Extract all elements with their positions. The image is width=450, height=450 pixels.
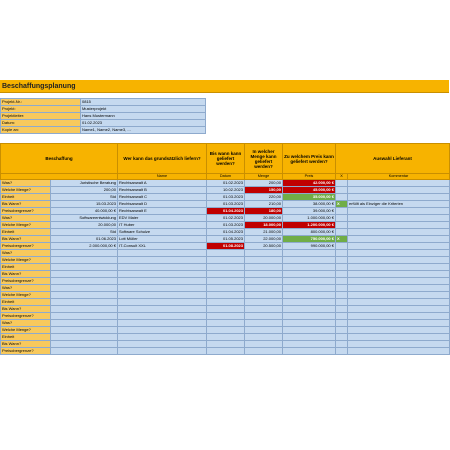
supplier-name-cell[interactable] [118, 313, 207, 320]
info-row [1, 106, 206, 113]
selection-mark-cell[interactable] [336, 278, 348, 285]
comment-cell[interactable] [348, 229, 450, 236]
criteria-label-cell: Bis Wann? [1, 271, 51, 278]
comment-cell[interactable] [348, 348, 450, 355]
price-cell[interactable] [283, 348, 336, 355]
info-value[interactable]: 01.02.2023 [81, 120, 206, 127]
table-row [1, 180, 450, 187]
comment-cell[interactable] [348, 236, 450, 243]
selection-mark-cell[interactable] [336, 271, 348, 278]
selection-mark-cell[interactable] [336, 341, 348, 348]
criteria-label-cell: Preisobergrenze? [1, 348, 51, 355]
supplier-name-cell[interactable]: EDV Maier [118, 215, 207, 222]
selection-mark-cell[interactable] [336, 348, 348, 355]
selection-mark-cell[interactable]: X [336, 201, 348, 208]
delivery-date-cell[interactable]: 01.03.2023 [207, 201, 245, 208]
selection-mark-cell[interactable] [336, 320, 348, 327]
quantity-cell[interactable] [245, 278, 283, 285]
criteria-label-cell: Was? [1, 320, 51, 327]
comment-cell[interactable] [348, 264, 450, 271]
comment-cell[interactable] [348, 180, 450, 187]
price-cell[interactable]: 39.000,00 € [283, 208, 336, 215]
delivery-date-cell[interactable] [207, 250, 245, 257]
info-label: Projekt: [1, 106, 81, 113]
criteria-label-cell: Einheit [1, 194, 51, 201]
quantity-cell[interactable]: 18.000,00 [245, 222, 283, 229]
selection-mark-cell[interactable] [336, 257, 348, 264]
delivery-date-cell[interactable] [207, 320, 245, 327]
info-value[interactable]: Hans Mustermann [81, 113, 206, 120]
quantity-cell[interactable] [245, 320, 283, 327]
table-row [1, 327, 450, 334]
delivery-date-cell[interactable] [207, 285, 245, 292]
table-row [1, 285, 450, 292]
supplier-name-cell[interactable] [118, 334, 207, 341]
comment-cell[interactable] [348, 243, 450, 250]
table-row [1, 278, 450, 285]
table-row [1, 243, 450, 250]
header-quantity: In welcher Menge kann geliefert werden? [245, 144, 283, 174]
criteria-value-cell[interactable]: 200,00 [51, 187, 118, 194]
delivery-date-cell[interactable]: 01.03.2023 [207, 194, 245, 201]
selection-mark-cell[interactable] [336, 327, 348, 334]
info-row [1, 127, 206, 134]
info-label: Kopie an: [1, 127, 81, 134]
supplier-name-cell[interactable] [118, 299, 207, 306]
supplier-name-cell[interactable]: IT Huber [118, 222, 207, 229]
selection-mark-cell[interactable] [336, 292, 348, 299]
table-row [1, 208, 450, 215]
table-row [1, 250, 450, 257]
selection-mark-cell[interactable] [336, 285, 348, 292]
table-row [1, 341, 450, 348]
criteria-value-cell[interactable]: 2.000.000,00 € [51, 243, 118, 250]
criteria-label-cell: Bis Wann? [1, 236, 51, 243]
criteria-label-cell: Bis Wann? [1, 306, 51, 313]
criteria-value-cell[interactable]: 01.06.2023 [51, 236, 118, 243]
quantity-cell[interactable] [245, 327, 283, 334]
criteria-value-cell[interactable] [51, 278, 118, 285]
delivery-date-cell[interactable]: 10.02.2023 [207, 187, 245, 194]
selection-mark-cell[interactable] [336, 222, 348, 229]
comment-cell[interactable] [348, 285, 450, 292]
criteria-label-cell: Was? [1, 180, 51, 187]
price-cell[interactable] [283, 292, 336, 299]
comment-cell[interactable] [348, 292, 450, 299]
table-row [1, 348, 450, 355]
info-label: Projektleiter: [1, 113, 81, 120]
criteria-label-cell: Welche Menge? [1, 222, 51, 229]
quantity-cell[interactable]: 20.500,00 [245, 243, 283, 250]
criteria-value-cell[interactable]: 40.000,00 € [51, 208, 118, 215]
criteria-value-cell[interactable]: 20.000,00 [51, 222, 118, 229]
comment-cell[interactable] [348, 257, 450, 264]
supplier-name-cell[interactable]: Rechtsanwalt E [118, 208, 207, 215]
quantity-cell[interactable] [245, 299, 283, 306]
price-cell[interactable] [283, 271, 336, 278]
table-row [1, 292, 450, 299]
quantity-cell[interactable] [245, 250, 283, 257]
price-cell[interactable] [283, 285, 336, 292]
selection-mark-cell[interactable] [336, 215, 348, 222]
quantity-cell[interactable] [245, 285, 283, 292]
criteria-value-cell[interactable] [51, 257, 118, 264]
table-row [1, 257, 450, 264]
price-cell[interactable]: 45.000,00 € [283, 187, 336, 194]
criteria-label-cell: Einheit [1, 299, 51, 306]
criteria-value-cell[interactable]: Softwareentwicklung [51, 215, 118, 222]
price-cell[interactable] [283, 257, 336, 264]
comment-cell[interactable] [348, 278, 450, 285]
criteria-value-cell[interactable]: Std [51, 229, 118, 236]
subheader-date: Datum [207, 174, 245, 180]
delivery-date-cell[interactable]: 01.05.2023 [207, 236, 245, 243]
table-row [1, 299, 450, 306]
header-price: Zu welchem Preis kann geliefert werden? [283, 144, 336, 174]
supplier-name-cell[interactable]: Rechtsanwalt A [118, 180, 207, 187]
info-row [1, 120, 206, 127]
supplier-name-cell[interactable] [118, 327, 207, 334]
comment-cell[interactable] [348, 222, 450, 229]
quantity-cell[interactable] [245, 348, 283, 355]
price-cell[interactable] [283, 327, 336, 334]
table-row [1, 201, 450, 208]
criteria-value-cell[interactable]: Juristische Beratung [51, 180, 118, 187]
delivery-date-cell[interactable] [207, 306, 245, 313]
criteria-value-cell[interactable] [51, 285, 118, 292]
criteria-label-cell: Einheit [1, 334, 51, 341]
criteria-value-cell[interactable] [51, 292, 118, 299]
quantity-cell[interactable]: 200,00 [245, 180, 283, 187]
price-cell[interactable]: 35.000,00 € [283, 194, 336, 201]
criteria-value-cell[interactable] [51, 306, 118, 313]
selection-mark-cell[interactable] [336, 264, 348, 271]
supplier-name-cell[interactable]: Rechtsanwalt C [118, 194, 207, 201]
supplier-name-cell[interactable] [118, 292, 207, 299]
selection-mark-cell[interactable] [336, 194, 348, 201]
header-delivery-date: Bis wann kann geliefert werden? [207, 144, 245, 174]
info-value[interactable]: Name1, Name2, Name3, ... [81, 127, 206, 134]
price-cell[interactable] [283, 278, 336, 285]
selection-mark-cell[interactable] [336, 299, 348, 306]
criteria-label-cell: Was? [1, 215, 51, 222]
selection-mark-cell[interactable]: X [336, 236, 348, 243]
criteria-value-cell[interactable] [51, 313, 118, 320]
quantity-cell[interactable]: 20.000,00 [245, 215, 283, 222]
delivery-date-cell[interactable]: 01.02.2023 [207, 215, 245, 222]
comment-cell[interactable] [348, 250, 450, 257]
delivery-date-cell[interactable] [207, 348, 245, 355]
criteria-value-cell[interactable] [51, 250, 118, 257]
selection-mark-cell[interactable] [336, 243, 348, 250]
supplier-name-cell[interactable]: Software Schulze [118, 229, 207, 236]
comment-cell[interactable]: erfüllt als Einziger die Kriterien [348, 201, 450, 208]
delivery-date-cell[interactable] [207, 313, 245, 320]
comment-cell[interactable] [348, 271, 450, 278]
comment-cell[interactable] [348, 341, 450, 348]
table-row [1, 320, 450, 327]
selection-mark-cell[interactable] [336, 180, 348, 187]
quantity-cell[interactable] [245, 334, 283, 341]
delivery-date-cell[interactable] [207, 299, 245, 306]
quantity-cell[interactable] [245, 257, 283, 264]
delivery-date-cell[interactable] [207, 292, 245, 299]
supplier-name-cell[interactable]: Rechtsanwalt B [118, 187, 207, 194]
quantity-cell[interactable] [245, 264, 283, 271]
selection-mark-cell[interactable] [336, 334, 348, 341]
comment-cell[interactable] [348, 334, 450, 341]
table-row [1, 215, 450, 222]
info-row [1, 99, 206, 106]
supplier-name-cell[interactable] [118, 278, 207, 285]
quantity-cell[interactable]: 21.000,00 [245, 229, 283, 236]
price-cell[interactable] [283, 320, 336, 327]
table-row [1, 313, 450, 320]
selection-mark-cell[interactable] [336, 313, 348, 320]
quantity-cell[interactable] [245, 341, 283, 348]
info-label: Projekt-Nr.: [1, 99, 81, 106]
comment-cell[interactable] [348, 215, 450, 222]
criteria-value-cell[interactable] [51, 264, 118, 271]
comment-cell[interactable] [348, 187, 450, 194]
supplier-name-cell[interactable]: Rechtsanwalt D [118, 201, 207, 208]
header-row [1, 144, 450, 174]
table-row [1, 334, 450, 341]
criteria-value-cell[interactable] [51, 271, 118, 278]
quantity-cell[interactable] [245, 313, 283, 320]
delivery-date-cell[interactable] [207, 271, 245, 278]
quantity-cell[interactable] [245, 306, 283, 313]
criteria-value-cell[interactable] [51, 348, 118, 355]
criteria-label-cell: Was? [1, 250, 51, 257]
procurement-table [0, 143, 450, 355]
price-cell[interactable]: 42.000,00 € [283, 180, 336, 187]
comment-cell[interactable] [348, 299, 450, 306]
info-row [1, 113, 206, 120]
subheader-x: X [336, 174, 348, 180]
price-cell[interactable]: 38.000,00 € [283, 201, 336, 208]
criteria-value-cell[interactable] [51, 320, 118, 327]
supplier-name-cell[interactable] [118, 257, 207, 264]
criteria-label-cell: Preisobergrenze? [1, 278, 51, 285]
delivery-date-cell[interactable] [207, 341, 245, 348]
criteria-label-cell: Bis Wann? [1, 341, 51, 348]
header-supplier-selection: Auswahl Lieferant [336, 144, 450, 174]
quantity-cell[interactable]: 22.000,00 [245, 236, 283, 243]
criteria-label-cell: Preisobergrenze? [1, 313, 51, 320]
price-cell[interactable]: 800.000,00 € [283, 229, 336, 236]
delivery-date-cell[interactable] [207, 278, 245, 285]
price-cell[interactable] [283, 313, 336, 320]
delivery-date-cell[interactable] [207, 334, 245, 341]
criteria-label-cell: Preisobergrenze? [1, 243, 51, 250]
price-cell[interactable]: 990.000,00 € [283, 243, 336, 250]
criteria-label-cell: Welche Menge? [1, 292, 51, 299]
comment-cell[interactable] [348, 320, 450, 327]
info-label: Datum: [1, 120, 81, 127]
criteria-label-cell: Bis Wann? [1, 201, 51, 208]
comment-cell[interactable] [348, 194, 450, 201]
subheader-name: Name [118, 174, 207, 180]
table-row [1, 187, 450, 194]
delivery-date-cell[interactable]: 01.04.2023 [207, 208, 245, 215]
header-supplier: Wer kann das grundsätzlich liefern? [118, 144, 207, 174]
supplier-name-cell[interactable] [118, 271, 207, 278]
price-cell[interactable] [283, 306, 336, 313]
table-row [1, 229, 450, 236]
delivery-date-cell[interactable] [207, 264, 245, 271]
criteria-label-cell: Einheit [1, 264, 51, 271]
quantity-cell[interactable]: 220,00 [245, 194, 283, 201]
criteria-value-cell[interactable] [51, 334, 118, 341]
comment-cell[interactable] [348, 313, 450, 320]
table-row [1, 306, 450, 313]
price-cell[interactable]: 1.200.000,00 € [283, 222, 336, 229]
table-row [1, 271, 450, 278]
subheader-price: Preis [283, 174, 336, 180]
criteria-label-cell: Welche Menge? [1, 257, 51, 264]
delivery-date-cell[interactable] [207, 327, 245, 334]
criteria-value-cell[interactable] [51, 341, 118, 348]
criteria-value-cell[interactable]: Std [51, 194, 118, 201]
supplier-name-cell[interactable]: IT-Consult XXL [118, 243, 207, 250]
delivery-date-cell[interactable]: 01.02.2023 [207, 180, 245, 187]
delivery-date-cell[interactable]: 01.03.2023 [207, 222, 245, 229]
criteria-value-cell[interactable]: 15.03.2023 [51, 201, 118, 208]
project-info-table [0, 98, 206, 134]
price-cell[interactable] [283, 341, 336, 348]
comment-cell[interactable] [348, 306, 450, 313]
delivery-date-cell[interactable]: 01.04.2023 [207, 229, 245, 236]
criteria-label-cell: Welche Menge? [1, 187, 51, 194]
info-value[interactable]: Musterprojekt [81, 106, 206, 113]
price-cell[interactable] [283, 264, 336, 271]
header-beschaffung: Beschaffung [1, 144, 118, 174]
supplier-name-cell[interactable] [118, 250, 207, 257]
supplier-name-cell[interactable] [118, 306, 207, 313]
supplier-name-cell[interactable]: Lott Müller [118, 236, 207, 243]
delivery-date-cell[interactable] [207, 257, 245, 264]
quantity-cell[interactable] [245, 292, 283, 299]
sheet-title: Beschaffungsplanung [0, 80, 449, 93]
criteria-label-cell: Einheit [1, 229, 51, 236]
price-cell[interactable]: 1.000.000,00 € [283, 215, 336, 222]
quantity-cell[interactable]: 210,00 [245, 201, 283, 208]
criteria-label-cell: Welche Menge? [1, 327, 51, 334]
subheader-comment: Kommentar [348, 174, 450, 180]
supplier-name-cell[interactable] [118, 320, 207, 327]
price-cell[interactable] [283, 250, 336, 257]
criteria-label-cell: Was? [1, 285, 51, 292]
quantity-cell[interactable]: 150,00 [245, 187, 283, 194]
table-row [1, 222, 450, 229]
price-cell[interactable] [283, 334, 336, 341]
quantity-cell[interactable]: 180,00 [245, 208, 283, 215]
selection-mark-cell[interactable] [336, 187, 348, 194]
quantity-cell[interactable] [245, 271, 283, 278]
supplier-name-cell[interactable] [118, 348, 207, 355]
criteria-value-cell[interactable] [51, 327, 118, 334]
supplier-name-cell[interactable] [118, 341, 207, 348]
info-value[interactable]: 0815 [81, 99, 206, 106]
comment-cell[interactable] [348, 327, 450, 334]
table-row [1, 264, 450, 271]
criteria-label-cell: Preisobergrenze? [1, 208, 51, 215]
price-cell[interactable] [283, 299, 336, 306]
price-cell[interactable]: 750.000,00 € [283, 236, 336, 243]
subheader-quantity: Menge [245, 174, 283, 180]
table-row [1, 194, 450, 201]
delivery-date-cell[interactable]: 01.08.2023 [207, 243, 245, 250]
selection-mark-cell[interactable] [336, 229, 348, 236]
comment-cell[interactable] [348, 208, 450, 215]
supplier-name-cell[interactable] [118, 285, 207, 292]
criteria-value-cell[interactable] [51, 299, 118, 306]
selection-mark-cell[interactable] [336, 306, 348, 313]
selection-mark-cell[interactable] [336, 250, 348, 257]
selection-mark-cell[interactable] [336, 208, 348, 215]
supplier-name-cell[interactable] [118, 264, 207, 271]
table-row [1, 236, 450, 243]
